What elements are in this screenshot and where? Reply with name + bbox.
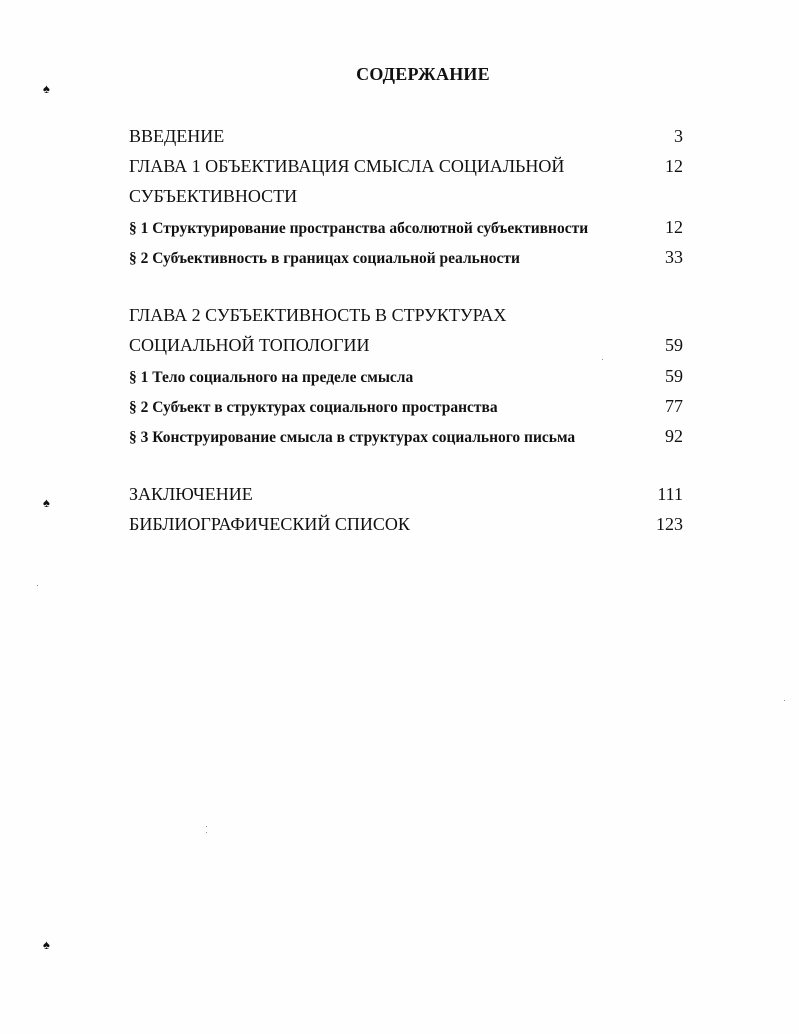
toc-entry-label: § 1 Тело социального на пределе смысла <box>129 369 414 386</box>
toc-title: СОДЕРЖАНИЕ <box>356 64 490 84</box>
toc-entry-page: 111 <box>657 484 683 504</box>
toc-entry-page: 12 <box>665 156 683 176</box>
toc-entry-label: СОЦИАЛЬНОЙ ТОПОЛОГИИ <box>129 335 370 355</box>
toc-entry-chapter-1-section-2 <box>129 247 683 268</box>
toc-entry-label: ГЛАВА 2 СУБЪЕКТИВНОСТЬ В СТРУКТУРАХ <box>129 305 507 325</box>
toc-entry-introduction <box>129 126 683 147</box>
toc-entry-label: ЗАКЛЮЧЕНИЕ <box>129 484 253 504</box>
toc-entry-label: ВВЕДЕНИЕ <box>129 126 225 146</box>
scan-speck <box>206 826 207 827</box>
spade-icon: ♠ <box>43 937 50 952</box>
spade-icon: ♠ <box>43 495 50 510</box>
toc-entry-chapter-2-section-2 <box>129 396 683 417</box>
toc-entry-page: 12 <box>665 217 683 237</box>
scan-speck <box>784 700 785 701</box>
toc-entry-chapter-2-section-1 <box>129 366 683 387</box>
toc-entry-conclusion <box>129 484 683 505</box>
toc-entry-label: § 2 Субъект в структурах социального пространства <box>129 399 498 416</box>
scan-speck <box>206 832 207 833</box>
toc-entry-chapter-1-continued <box>129 186 683 207</box>
toc-entry-page: 3 <box>674 126 683 146</box>
toc-entry-bibliography <box>129 514 683 535</box>
toc-entry-label: § 1 Структурирование пространства абсолютной субъективности <box>129 220 589 237</box>
toc-entry-chapter-1 <box>129 156 683 177</box>
toc-entry-chapter-2 <box>129 305 683 326</box>
toc-entry-label: § 3 Конструирование смысла в структурах социального письма <box>129 429 576 446</box>
toc-entry-page: 123 <box>656 514 683 534</box>
toc-entry-chapter-1-section-1 <box>129 217 683 238</box>
scan-speck <box>37 585 38 586</box>
toc-entry-label: БИБЛИОГРАФИЧЕСКИЙ СПИСОК <box>129 514 410 534</box>
toc-entry-page: 59 <box>665 335 683 355</box>
toc-entry-page: 59 <box>665 366 683 386</box>
toc-entry-label: СУБЪЕКТИВНОСТИ <box>129 186 298 206</box>
toc-entry-label: § 2 Субъективность в границах социальной реальности <box>129 250 520 267</box>
spade-icon: ♠ <box>43 81 50 96</box>
toc-entry-chapter-2-section-3 <box>129 426 683 447</box>
scan-speck <box>602 359 603 360</box>
toc-entry-label: ГЛАВА 1 ОБЪЕКТИВАЦИЯ СМЫСЛА СОЦИАЛЬНОЙ <box>129 156 565 176</box>
toc-entry-chapter-2-continued <box>129 335 683 356</box>
toc-entry-page: 33 <box>665 247 683 267</box>
toc-entry-page: 77 <box>665 396 683 416</box>
toc-entry-page: 92 <box>665 426 683 446</box>
